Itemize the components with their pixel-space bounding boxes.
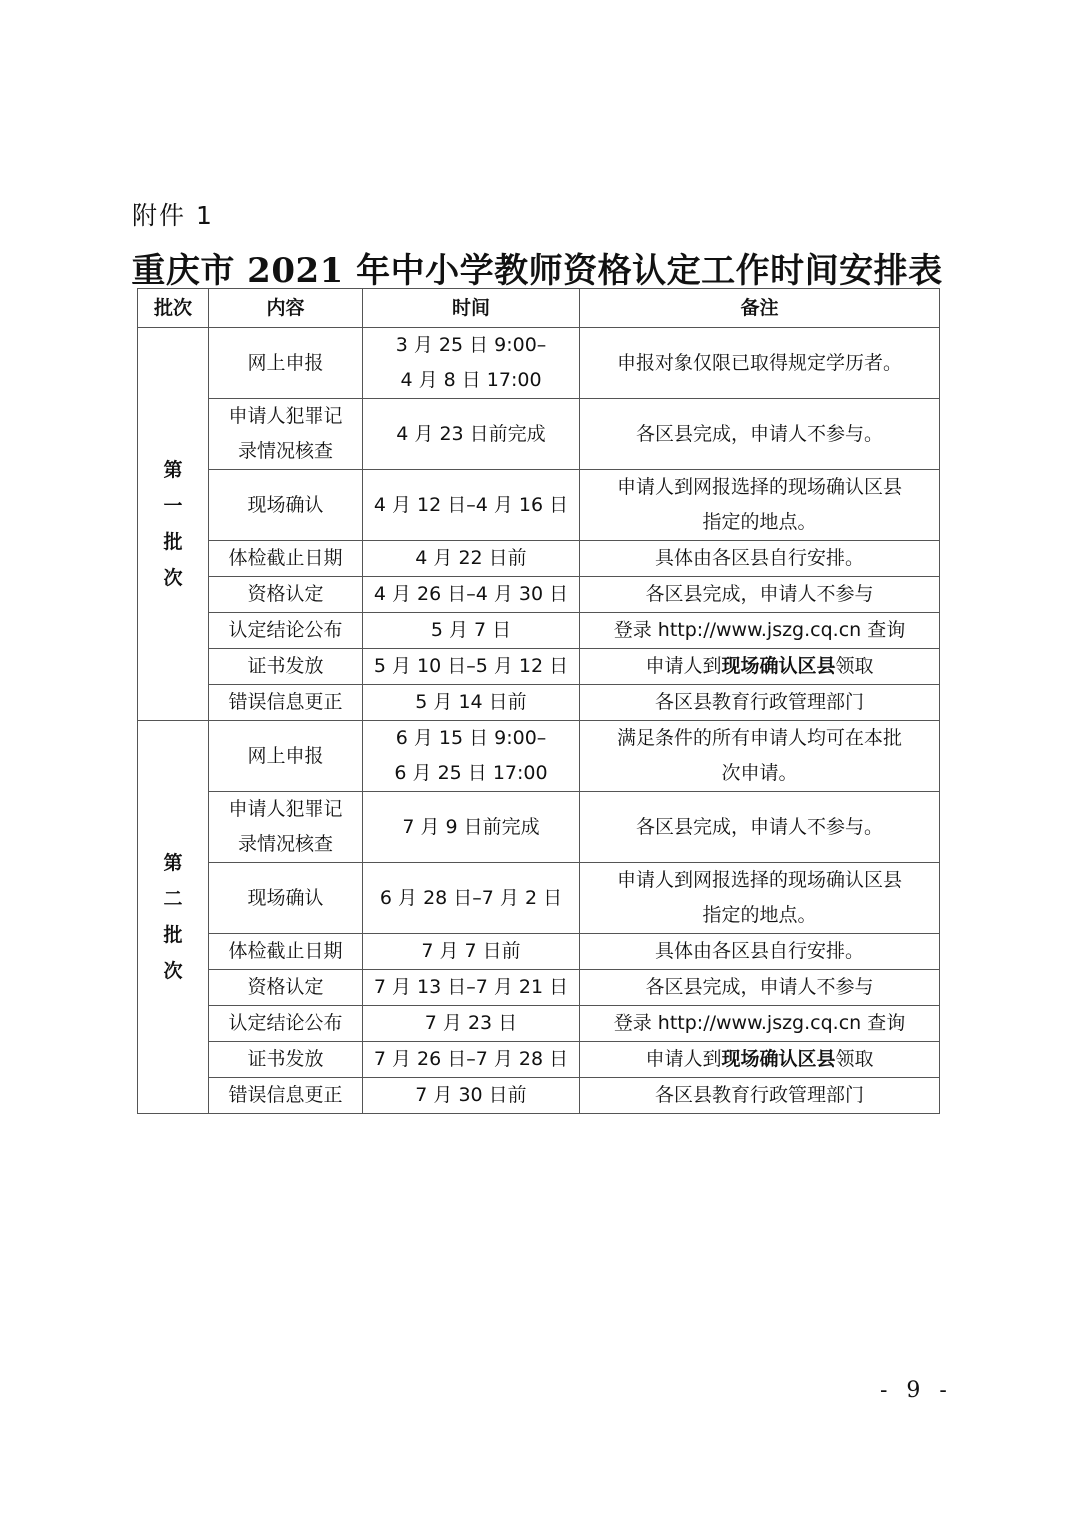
- cell-time: 6 月 15 日 9:00– 6 月 25 日 17:00: [363, 721, 580, 792]
- table-row: [138, 1006, 940, 1042]
- cell-note: [580, 1042, 940, 1078]
- cell-note: 各区县教育行政管理部门: [580, 685, 940, 721]
- table-row: [138, 863, 940, 934]
- table-row: [138, 470, 940, 541]
- cell-content: 错误信息更正: [209, 685, 363, 721]
- cell-note: 申报对象仅限已取得规定学历者。: [580, 328, 940, 399]
- batch-name-char: 一: [163, 495, 183, 517]
- cell-time: 5 月 14 日前: [363, 685, 580, 721]
- batch-name-char: 批: [163, 924, 183, 946]
- cell-note: 各区县完成，申请人不参与。: [580, 399, 940, 470]
- cell-time: 7 月 13 日–7 月 21 日: [363, 970, 580, 1006]
- table-row: [138, 399, 940, 470]
- note-text-post: 领取: [835, 655, 874, 677]
- schedule-table: [137, 288, 940, 1114]
- cell-content: 现场确认: [209, 470, 363, 541]
- table-header-row: [138, 289, 940, 328]
- table-row: [138, 934, 940, 970]
- batch-cell: [138, 328, 209, 721]
- batch-name-char: 第: [163, 852, 183, 874]
- note-text-emphasis: 现场确认区县: [721, 655, 836, 677]
- table-row: [138, 577, 940, 613]
- cell-time: 5 月 10 日–5 月 12 日: [363, 649, 580, 685]
- table-row: [138, 685, 940, 721]
- cell-content: 申请人犯罪记 录情况核查: [209, 399, 363, 470]
- note-text-emphasis: 现场确认区县: [721, 1048, 836, 1070]
- cell-content: 体检截止日期: [209, 934, 363, 970]
- cell-content: 现场确认: [209, 863, 363, 934]
- table-row: [138, 613, 940, 649]
- cell-note: [580, 649, 940, 685]
- cell-content: 网上申报: [209, 721, 363, 792]
- table-row: [138, 970, 940, 1006]
- cell-content: 资格认定: [209, 970, 363, 1006]
- table-row: [138, 1042, 940, 1078]
- note-text-pre: 申请人到: [645, 1048, 722, 1070]
- cell-note: 具体由各区县自行安排。: [580, 541, 940, 577]
- page-number: - 9 -: [880, 1378, 953, 1403]
- cell-time: 6 月 28 日–7 月 2 日: [363, 863, 580, 934]
- header-time: 时间: [363, 289, 580, 328]
- cell-note: 各区县教育行政管理部门: [580, 1078, 940, 1114]
- table-row: [138, 541, 940, 577]
- cell-time: 4 月 12 日–4 月 16 日: [363, 470, 580, 541]
- cell-note: 各区县完成，申请人不参与。: [580, 792, 940, 863]
- cell-time: 7 月 23 日: [363, 1006, 580, 1042]
- cell-note: 满足条件的所有申请人均可在本批 次申请。: [580, 721, 940, 792]
- cell-note: 登录 http://www.jszg.cq.cn 查询: [580, 1006, 940, 1042]
- cell-time: 4 月 26 日–4 月 30 日: [363, 577, 580, 613]
- table-row: [138, 1078, 940, 1114]
- cell-note: 申请人到网报选择的现场确认区县 指定的地点。: [580, 863, 940, 934]
- cell-time: 4 月 23 日前完成: [363, 399, 580, 470]
- note-text-pre: 申请人到: [645, 655, 722, 677]
- cell-content: 错误信息更正: [209, 1078, 363, 1114]
- cell-note: 申请人到网报选择的现场确认区县 指定的地点。: [580, 470, 940, 541]
- table-row: [138, 649, 940, 685]
- batch-name-char: 次: [163, 960, 183, 982]
- note-text-post: 领取: [835, 1048, 874, 1070]
- cell-content: 证书发放: [209, 649, 363, 685]
- table-row: [138, 328, 940, 399]
- cell-time: 7 月 30 日前: [363, 1078, 580, 1114]
- cell-note: 各区县完成，申请人不参与: [580, 970, 940, 1006]
- table-row: [138, 792, 940, 863]
- header-batch: 批次: [138, 289, 209, 328]
- cell-time: 7 月 26 日–7 月 28 日: [363, 1042, 580, 1078]
- cell-time: 7 月 9 日前完成: [363, 792, 580, 863]
- table-row: [138, 721, 940, 792]
- cell-content: 证书发放: [209, 1042, 363, 1078]
- cell-note: 各区县完成，申请人不参与: [580, 577, 940, 613]
- cell-content: 认定结论公布: [209, 1006, 363, 1042]
- batch-name-char: 第: [163, 459, 183, 481]
- header-note: 备注: [580, 289, 940, 328]
- cell-content: 体检截止日期: [209, 541, 363, 577]
- batch-cell: [138, 721, 209, 1114]
- cell-note: 具体由各区县自行安排。: [580, 934, 940, 970]
- batch-name-char: 次: [163, 567, 183, 589]
- cell-content: 申请人犯罪记 录情况核查: [209, 792, 363, 863]
- header-content: 内容: [209, 289, 363, 328]
- cell-time: 3 月 25 日 9:00– 4 月 8 日 17:00: [363, 328, 580, 399]
- batch-name-char: 二: [163, 888, 183, 910]
- cell-content: 资格认定: [209, 577, 363, 613]
- page-title: 重庆市 2021 年中小学教师资格认定工作时间安排表: [131, 251, 943, 291]
- cell-time: 7 月 7 日前: [363, 934, 580, 970]
- table-body: [138, 328, 940, 1114]
- cell-time: 5 月 7 日: [363, 613, 580, 649]
- cell-content: 网上申报: [209, 328, 363, 399]
- cell-content: 认定结论公布: [209, 613, 363, 649]
- batch-name-char: 批: [163, 531, 183, 553]
- cell-note: 登录 http://www.jszg.cq.cn 查询: [580, 613, 940, 649]
- cell-time: 4 月 22 日前: [363, 541, 580, 577]
- attachment-label: 附件 1: [132, 201, 214, 230]
